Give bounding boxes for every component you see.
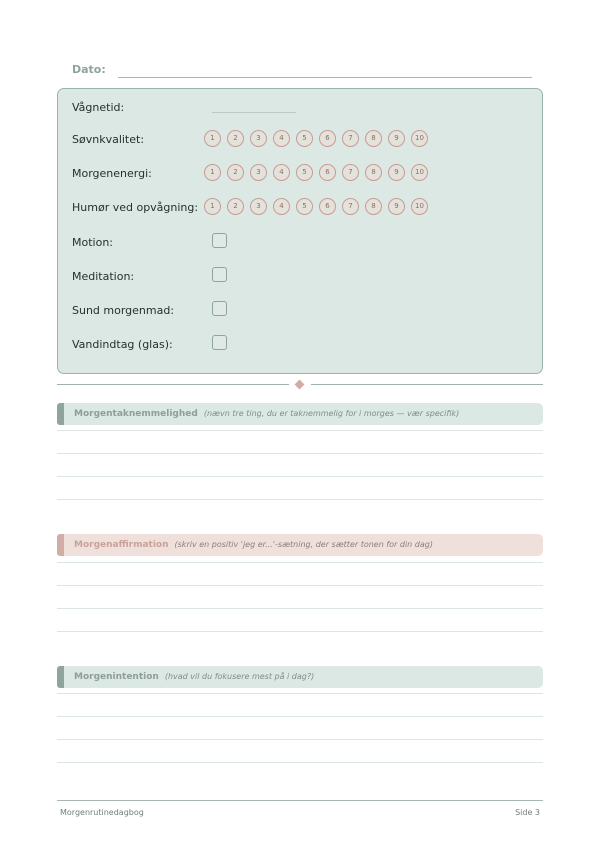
check-row-water-intake	[72, 335, 532, 355]
footer-rule	[57, 800, 543, 801]
rating-circle-10[interactable]: 10	[411, 130, 428, 147]
section-header-gratitude	[57, 403, 543, 425]
check-label: Meditation:	[72, 270, 135, 283]
scale-label: Humør ved opvågning:	[72, 201, 199, 214]
rating-circle-2[interactable]: 2	[227, 130, 244, 147]
section-title-text: Morgenintention	[74, 672, 159, 682]
section-hint: (hvad vil du fokusere mest på i dag?)	[164, 672, 315, 681]
rating-circle-3[interactable]: 3	[250, 164, 267, 181]
writing-line[interactable]	[57, 693, 543, 694]
rating-circle-5[interactable]: 5	[296, 198, 313, 215]
check-row-exercise	[72, 233, 532, 253]
writing-line[interactable]	[57, 631, 543, 632]
rating-circle-8[interactable]: 8	[365, 198, 382, 215]
scale-label: Søvnkvalitet:	[72, 133, 145, 146]
footer-page-number: Side 3	[515, 808, 540, 817]
scale-row-morning-energy	[72, 164, 532, 184]
checkbox[interactable]	[212, 267, 227, 282]
rating-circle-3[interactable]: 3	[250, 130, 267, 147]
diamond-ornament-icon	[295, 380, 305, 390]
writing-line[interactable]	[57, 453, 543, 454]
scale-label: Morgenenergi:	[72, 167, 152, 180]
rating-circle-8[interactable]: 8	[365, 130, 382, 147]
rating-circle-5[interactable]: 5	[296, 130, 313, 147]
rating-circle-6[interactable]: 6	[319, 198, 336, 215]
check-row-meditation	[72, 267, 532, 287]
scale-row-sleep-quality	[72, 130, 532, 150]
section-title	[74, 409, 459, 419]
rating-circle-9[interactable]: 9	[388, 164, 405, 181]
rating-circle-1[interactable]: 1	[204, 164, 221, 181]
date-label: Dato:	[72, 63, 106, 76]
rating-circle-6[interactable]: 6	[319, 130, 336, 147]
scale-row-mood-on-waking	[72, 198, 532, 218]
rating-circle-9[interactable]: 9	[388, 198, 405, 215]
writing-line[interactable]	[57, 430, 543, 431]
writing-line[interactable]	[57, 608, 543, 609]
writing-line[interactable]	[57, 739, 543, 740]
section-title-text: Morgenaffirmation	[74, 540, 169, 550]
section-header-affirmation	[57, 534, 543, 556]
check-row-healthy-breakfast	[72, 301, 532, 321]
rating-circle-8[interactable]: 8	[365, 164, 382, 181]
rating-circle-7[interactable]: 7	[342, 198, 359, 215]
morning-tracker-box	[57, 88, 543, 374]
footer-journal-title: Morgenrutinedagbog	[60, 808, 144, 817]
rating-circle-3[interactable]: 3	[250, 198, 267, 215]
check-label: Vandindtag (glas):	[72, 338, 173, 351]
section-accent-bar	[57, 403, 64, 425]
writing-line[interactable]	[57, 716, 543, 717]
rating-circle-9[interactable]: 9	[388, 130, 405, 147]
wake-time-input-line[interactable]	[212, 112, 296, 113]
divider-line-left	[57, 384, 289, 385]
divider-line-right	[311, 384, 543, 385]
section-title	[74, 672, 314, 682]
section-title	[74, 540, 433, 550]
rating-circle-4[interactable]: 4	[273, 130, 290, 147]
rating-circle-1[interactable]: 1	[204, 130, 221, 147]
section-hint: (skriv en positiv 'jeg er...'-sætning, der sætter tonen for din dag)	[174, 540, 433, 549]
check-label: Motion:	[72, 236, 113, 249]
section-header-intention	[57, 666, 543, 688]
section-hint: (nævn tre ting, du er taknemmelig for i morges — vær specifik)	[203, 409, 460, 418]
section-accent-bar	[57, 666, 64, 688]
rating-circle-7[interactable]: 7	[342, 164, 359, 181]
writing-line[interactable]	[57, 585, 543, 586]
rating-circle-6[interactable]: 6	[319, 164, 336, 181]
checkbox[interactable]	[212, 233, 227, 248]
date-input-line[interactable]	[118, 77, 532, 78]
rating-circle-4[interactable]: 4	[273, 164, 290, 181]
section-title-text: Morgentaknemmelighed	[74, 409, 198, 419]
rating-circle-7[interactable]: 7	[342, 130, 359, 147]
checkbox[interactable]	[212, 301, 227, 316]
rating-circle-4[interactable]: 4	[273, 198, 290, 215]
check-label: Sund morgenmad:	[72, 304, 175, 317]
rating-circle-1[interactable]: 1	[204, 198, 221, 215]
writing-line[interactable]	[57, 762, 543, 763]
rating-circle-10[interactable]: 10	[411, 198, 428, 215]
writing-line[interactable]	[57, 476, 543, 477]
writing-line[interactable]	[57, 562, 543, 563]
rating-circle-10[interactable]: 10	[411, 164, 428, 181]
checkbox[interactable]	[212, 335, 227, 350]
rating-circle-5[interactable]: 5	[296, 164, 313, 181]
date-row	[72, 63, 532, 83]
wake-time-row	[72, 98, 532, 118]
writing-line[interactable]	[57, 499, 543, 500]
section-accent-bar	[57, 534, 64, 556]
wake-time-label: Vågnetid:	[72, 101, 125, 114]
rating-circle-2[interactable]: 2	[227, 198, 244, 215]
rating-circle-2[interactable]: 2	[227, 164, 244, 181]
